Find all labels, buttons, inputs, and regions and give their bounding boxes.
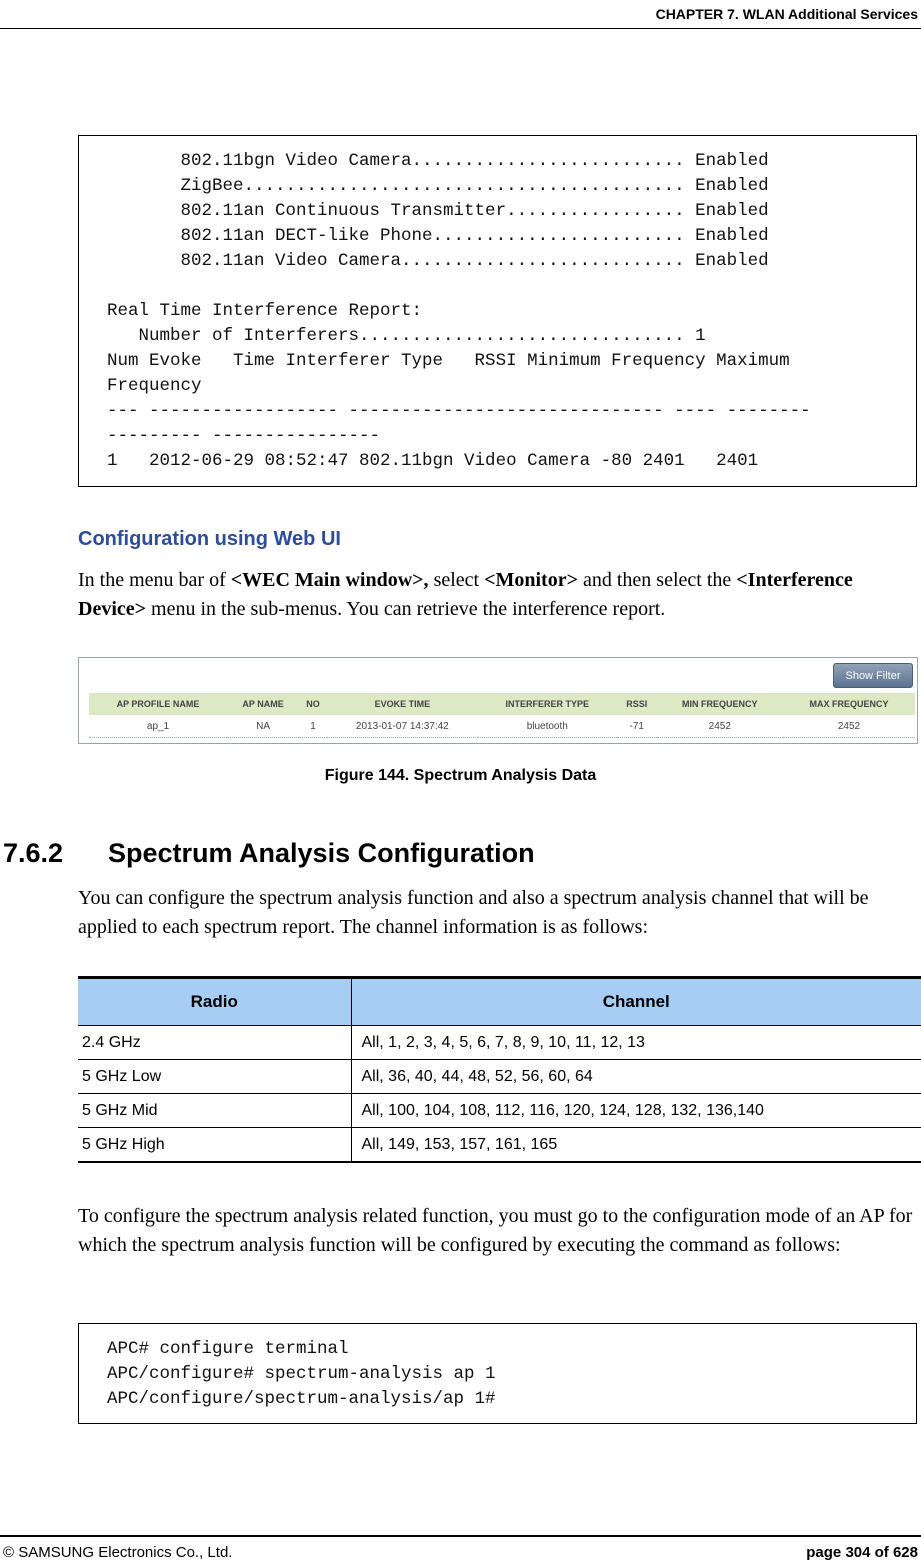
table-cell: ap_1 [89, 715, 227, 738]
config-mode-paragraph: To configure the spectrum analysis related function, you must go to the configuration mode of an AP for which the spectrum analysis function will be configured by executing the command as follows: [78, 1205, 913, 1256]
code-line: Number of Interferers............................... 1 [107, 326, 706, 346]
table-cell: 2452 [657, 715, 783, 738]
code-line: APC/configure/spectrum-analysis/ap 1# [107, 1389, 496, 1409]
channel-cell: All, 36, 40, 44, 48, 52, 56, 60, 64 [351, 1060, 921, 1094]
copyright: © SAMSUNG Electronics Co., Ltd. [3, 1544, 233, 1561]
table-row[interactable] [89, 715, 915, 738]
table-cell: 2013-01-07 14:37:42 [327, 715, 478, 738]
code-line: Frequency [107, 376, 202, 396]
menu-ref-main-window: <WEC Main window>, [230, 569, 429, 591]
section-title: Spectrum Analysis Configuration [108, 838, 535, 868]
table-header-row [89, 693, 915, 715]
text: select [428, 569, 485, 591]
column-header[interactable]: AP PROFILE NAME [89, 693, 227, 715]
code-line: 802.11an Video Camera........................... Enabled [107, 251, 769, 271]
table-row [78, 1060, 921, 1094]
code-line: APC# configure terminal [107, 1339, 349, 1359]
code-line: APC/configure# spectrum-analysis ap 1 [107, 1364, 496, 1384]
channel-cell: All, 149, 153, 157, 161, 165 [351, 1128, 921, 1163]
radio-cell: 5 GHz Low [78, 1060, 351, 1094]
radio-cell: 5 GHz Mid [78, 1094, 351, 1128]
column-header[interactable]: MIN FREQUENCY [657, 693, 783, 715]
column-header[interactable]: RSSI [617, 693, 657, 715]
table-row [78, 1026, 921, 1060]
figure-caption: Figure 144. Spectrum Analysis Data [324, 767, 597, 784]
menu-ref-interference-device: <Interference Device> [78, 569, 853, 620]
code-line: ZigBee.......................................... Enabled [107, 176, 769, 196]
table-row [78, 1094, 921, 1128]
table-row [78, 1128, 921, 1163]
table-cell: 1 [299, 715, 327, 738]
subsection-heading: Configuration using Web UI [78, 528, 341, 550]
column-header[interactable]: AP NAME [227, 693, 299, 715]
table-cell: NA [227, 715, 299, 738]
text: In the menu bar of [78, 569, 231, 591]
radio-cell: 5 GHz High [78, 1128, 351, 1163]
page-number: page 304 of 628 [806, 1544, 918, 1561]
code-line: Real Time Interference Report: [107, 301, 423, 321]
spectrum-analysis-screenshot [78, 657, 918, 744]
code-line: 802.11bgn Video Camera.......................... Enabled [107, 151, 769, 171]
table-cell: -71 [617, 715, 657, 738]
code-line: 802.11an Continuous Transmitter................. Enabled [107, 201, 769, 221]
column-header: Channel [351, 978, 921, 1026]
page-header [0, 0, 921, 29]
radio-cell: 2.4 GHz [78, 1026, 351, 1060]
text: menu in the sub-menus. You can retrieve the interference report. [146, 598, 666, 620]
column-header[interactable]: INTERFERER TYPE [478, 693, 617, 715]
chapter-title: CHAPTER 7. WLAN Additional Services [655, 6, 918, 22]
code-line: 802.11an DECT-like Phone........................ Enabled [107, 226, 769, 246]
table-cell: 2452 [783, 715, 915, 738]
channel-table [78, 976, 921, 1163]
table-cell: bluetooth [478, 715, 617, 738]
show-filter-button[interactable]: Show Filter [833, 663, 913, 688]
code-line: --------- ---------------- [107, 426, 381, 446]
channel-cell: All, 1, 2, 3, 4, 5, 6, 7, 8, 9, 10, 11, 12, 13 [351, 1026, 921, 1060]
section-intro-paragraph: You can configure the spectrum analysis function and also a spectrum analysis channel that will be applied to each spectrum report. The channel information is as follows: [78, 887, 869, 938]
code-line: --- ------------------ ------------------------------ ---- -------- [107, 401, 811, 421]
code-line: 1 2012-06-29 08:52:47 802.11bgn Video Camera -80 2401 2401 [107, 451, 759, 471]
config-paragraph [78, 566, 918, 624]
page-footer [0, 1535, 921, 1567]
menu-ref-monitor: <Monitor> [484, 569, 578, 591]
section-number: 7.6.2 [3, 838, 64, 868]
column-header[interactable]: NO [299, 693, 327, 715]
column-header[interactable]: MAX FREQUENCY [783, 693, 915, 715]
cli-output-block [78, 135, 917, 487]
code-line [107, 274, 916, 299]
text: and then select the [577, 569, 737, 591]
section-heading [3, 838, 535, 869]
code-line: Num Evoke Time Interferer Type RSSI Minimum Frequency Maximum [107, 351, 790, 371]
channel-cell: All, 100, 104, 108, 112, 116, 120, 124, 128, 132, 136,140 [351, 1094, 921, 1128]
table-header-row [78, 978, 921, 1026]
column-header[interactable]: EVOKE TIME [327, 693, 478, 715]
interference-table [89, 693, 915, 738]
column-header: Radio [78, 978, 351, 1026]
cli-command-block [78, 1323, 917, 1424]
